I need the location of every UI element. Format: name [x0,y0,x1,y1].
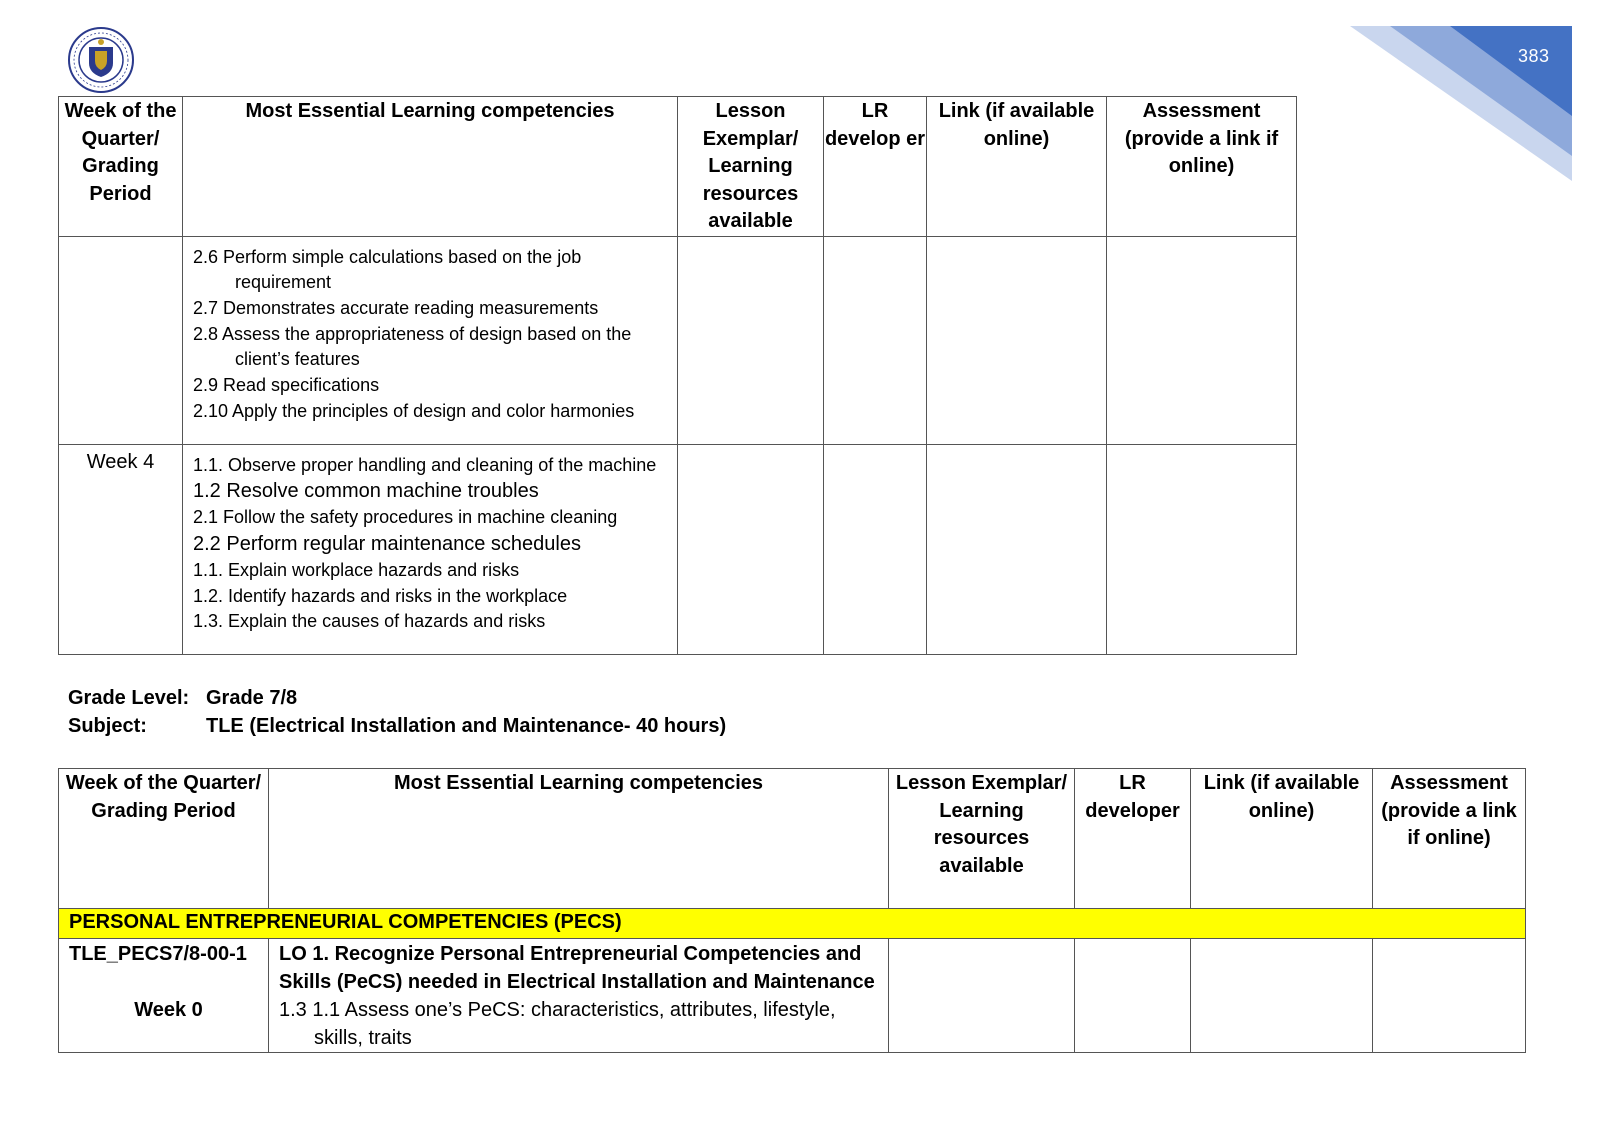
lr-developer-cell [824,236,927,444]
assessment-cell [1373,939,1526,1053]
subject-label: Subject: [68,715,147,737]
subject-value: TLE (Electrical Installation and Maintenance- 40 hours) [206,715,727,737]
lo-title: LO 1. Recognize Personal Entrepreneurial Competencies and Skills (PeCS) needed in Electrical Installation and Maintenance [279,943,875,993]
competency-item: 2.10 Apply the principles of design and color harmonies [193,400,635,421]
lesson-cell [678,236,824,444]
table1-header-competencies: Most Essential Learning competencies [183,97,678,237]
section-row [59,909,1526,939]
competencies-cell [183,236,678,444]
competency-item: 1.2 Resolve common machine troubles [193,480,539,503]
competency-item: 1.3 1.1 Assess one’s PeCS: characteristics, attributes, lifestyle, skills, traits [279,999,836,1049]
section-title: PERSONAL ENTREPRENEURIAL COMPETENCIES (PECS) [59,909,1526,939]
grade-level-line [68,684,297,712]
deped-seal-logo [68,27,134,93]
table1-header-link: Link (if available online) [927,97,1107,237]
competency-item: 2.7 Demonstrates accurate reading measurements [193,297,599,318]
table2-header-assessment: Assessment (provide a link if online) [1373,769,1526,909]
competency-list [183,445,677,636]
assessment-cell [1107,444,1297,654]
competency-code: TLE_PECS7/8-00-1 [69,943,247,965]
grade-level-value: Grade 7/8 [206,687,298,709]
link-cell [927,444,1107,654]
lesson-cell [889,939,1075,1053]
lr-developer-cell [824,444,927,654]
competency-item: 2.8 Assess the appropriateness of design based on the client’s features [193,323,632,370]
table2-header-lesson: Lesson Exemplar/ Learning resources available [889,769,1075,909]
subject-line [68,712,726,740]
week-label: Week 0 [134,999,203,1021]
table1-header-lr-developer: LR develop er [824,97,927,237]
competency-item: 1.1. Observe proper handling and cleaning of the machine [193,454,657,475]
assessment-cell [1107,236,1297,444]
competency-item: 2.2 Perform regular maintenance schedules [193,532,581,555]
table1-header-week: Week of the Quarter/ Grading Period [59,97,183,237]
table-row [59,444,1297,654]
table2-header-lr-developer: LR developer [1075,769,1191,909]
competency-table-1 [58,96,1297,655]
table2-header-competencies: Most Essential Learning competencies [269,769,889,909]
table1-header-lesson: Lesson Exemplar/ Learning resources available [678,97,824,237]
lr-developer-cell [1075,939,1191,1053]
competencies-cell [269,939,889,1053]
table-row [59,939,1526,1053]
competency-table-2 [58,768,1526,1053]
table1-header-row [59,97,1297,237]
link-cell [1191,939,1373,1053]
table2-header-link: Link (if available online) [1191,769,1373,909]
code-week-cell [59,939,269,1053]
competency-item: 2.1 Follow the safety procedures in machine cleaning [193,507,618,528]
competency-item: 1.1. Explain workplace hazards and risks [193,559,520,580]
table2-header-row [59,769,1526,909]
competency-list [183,237,677,425]
lesson-cell [678,444,824,654]
grade-level-label: Grade Level: [68,687,190,709]
competency-item: 2.9 Read specifications [193,375,380,396]
page-number: 383 [1518,46,1550,66]
link-cell [927,236,1107,444]
table1-header-assessment: Assessment (provide a link if online) [1107,97,1297,237]
week-cell: Week 4 [59,444,183,654]
competency-item: 2.6 Perform simple calculations based on the job requirement [193,246,582,293]
week-cell [59,236,183,444]
competency-item: 1.2. Identify hazards and risks in the workplace [193,585,568,606]
competencies-cell [183,444,678,654]
competency-item: 1.3. Explain the causes of hazards and risks [193,611,546,632]
table-row [59,236,1297,444]
table2-header-week: Week of the Quarter/ Grading Period [59,769,269,909]
